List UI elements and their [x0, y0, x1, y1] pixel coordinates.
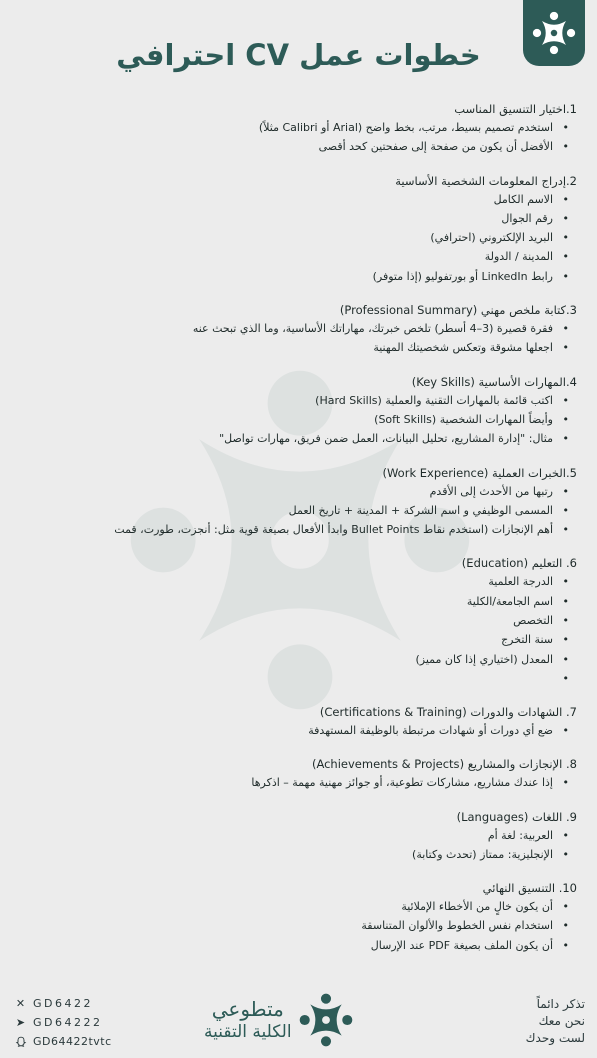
step-section [17, 100, 577, 157]
bullet-item: • اسم الجامعة/الكلية [17, 592, 569, 611]
step-heading: 4.المهارات الأساسية (Key Skills) [411, 374, 577, 389]
step-heading: 8. الإنجازات والمشاريع (Achievements & Projects) [311, 757, 577, 772]
step-heading: 3.كتابة ملخص مهني (Professional Summary) [339, 303, 577, 318]
bullet-list [17, 482, 577, 540]
step-heading: 9. اللغات (Languages) [456, 809, 577, 824]
bullet-list [17, 190, 577, 286]
bullet-list [17, 721, 577, 740]
social-x[interactable] [14, 994, 112, 1013]
social-telegram[interactable] [14, 1013, 112, 1032]
page-title: خطوات عمل CV احترافي [116, 38, 481, 72]
brand-subtitle: الكلية التقنية [204, 1022, 292, 1042]
bullet-item: • الأفضل أن يكون من صفحة إلى صفحتين كحد أقصى [17, 137, 569, 156]
social-handle: GD6422 [33, 997, 93, 1010]
steps-list [17, 100, 577, 970]
bullet-item: • المعدل (اختياري إذا كان مميز) [17, 650, 569, 669]
bullet-list [17, 118, 577, 157]
step-section [17, 464, 577, 540]
bullet-list [17, 826, 577, 865]
brand-name: متطوعي [211, 997, 284, 1021]
bullet-item: • الاسم الكامل [17, 190, 569, 209]
slogan-line: لست وحدك [525, 1031, 585, 1045]
bullet-item: • أن يكون خالٍ من الأخطاء الإملائية [17, 897, 569, 916]
step-heading: 1.اختيار التنسيق المناسب [454, 102, 577, 116]
bullet-item: • العربية: لغة أم [17, 826, 569, 845]
bullet-item: • فقرة قصيرة (3–4 أسطر) تلخص خبرتك، مهاراتك الأساسية، وما الذي تبحث عنه [17, 319, 569, 338]
social-snapchat[interactable] [14, 1032, 112, 1051]
social-handle: GD64222 [33, 1016, 103, 1029]
bullet-item: • رقم الجوال [17, 209, 569, 228]
bullet-item: • وأيضاً المهارات الشخصية (Soft Skills) [17, 410, 569, 429]
bullet-item: • أهم الإنجازات (استخدم نقاط Bullet Points وابدأ الأفعال بصيغة قوية مثل: أنجزت، طورت، قمت [17, 520, 569, 539]
x-icon: ✕ [15, 997, 26, 1010]
bullet-item: • سنة التخرج [17, 630, 569, 649]
step-section [17, 172, 577, 286]
bullet-item: • رتبها من الأحدث إلى الأقدم [17, 482, 569, 501]
step-heading: 6. التعليم (Education) [461, 556, 577, 571]
bullet-item: • ضع أي دورات أو شهادات مرتبطة بالوظيفة المستهدفة [17, 721, 569, 740]
step-section [17, 703, 577, 740]
snapchat-icon [14, 1035, 27, 1048]
bullet-list [17, 391, 577, 449]
step-heading: 10. التنسيق النهائي [482, 881, 577, 896]
step-section [17, 301, 577, 358]
social-handles [14, 994, 112, 1051]
bullet-item [17, 669, 569, 688]
step-section [17, 373, 577, 449]
footer [0, 990, 597, 1058]
brand-logo [204, 992, 354, 1048]
bullet-item: • أن يكون الملف بصيغة PDF عند الإرسال [17, 936, 569, 955]
step-section [17, 879, 577, 955]
step-section [17, 808, 577, 865]
bullet-item: • إذا عندك مشاريع، مشاركات تطوعية، أو جوائز مهنية مهمة – اذكرها [17, 773, 569, 792]
bullet-item: • البريد الإلكتروني (احترافي) [17, 228, 569, 247]
step-section [17, 755, 577, 792]
step-heading: 2.إدراج المعلومات الشخصية الأساسية [395, 173, 577, 188]
social-handle: GD64422tvtc [33, 1035, 112, 1048]
step-section [17, 554, 577, 687]
bullet-list [17, 773, 577, 792]
bullet-item: • مثال: "إدارة المشاريع، تحليل البيانات، العمل ضمن فريق، مهارات تواصل" [17, 429, 569, 448]
bullet-list [17, 572, 577, 687]
bullet-item: • المدينة / الدولة [17, 247, 569, 266]
bullet-list [17, 897, 577, 955]
bullet-item: • استخدام نفس الخطوط والألوان المتناسقة [17, 916, 569, 935]
bullet-item: • اجعلها مشوقة وتعكس شخصيتك المهنية [17, 338, 569, 357]
bullet-item: • التخصص [17, 611, 569, 630]
bullet-item: • الدرجة العلمية [17, 572, 569, 591]
bullet-item: • المسمى الوظيفي و اسم الشركة + المدينة + تاريخ العمل [17, 501, 569, 520]
brand-emblem-icon [298, 992, 354, 1048]
bullet-item: • استخدم تصميم بسيط، مرتب، بخط واضح (Arial أو Calibri مثلاً) [17, 118, 569, 137]
bullet-item: • اكتب قائمة بالمهارات التقنية والعملية (Hard Skills) [17, 391, 569, 410]
telegram-icon: ➤ [15, 1016, 26, 1029]
bullet-list [17, 319, 577, 358]
slogan-line: نحن معك [538, 1014, 585, 1028]
step-heading: 7. الشهادات والدورات (Certifications & Training) [319, 704, 577, 719]
slogan-line: تذكر دائماً [536, 997, 585, 1011]
step-heading: 5.الخبرات العملية (Work Experience) [382, 465, 577, 480]
bullet-item: • رابط LinkedIn أو بورتفوليو (إذا متوفر) [17, 267, 569, 286]
bullet-item: • الإنجليزية: ممتاز (تحدث وكتابة) [17, 845, 569, 864]
slogan [526, 996, 585, 1047]
